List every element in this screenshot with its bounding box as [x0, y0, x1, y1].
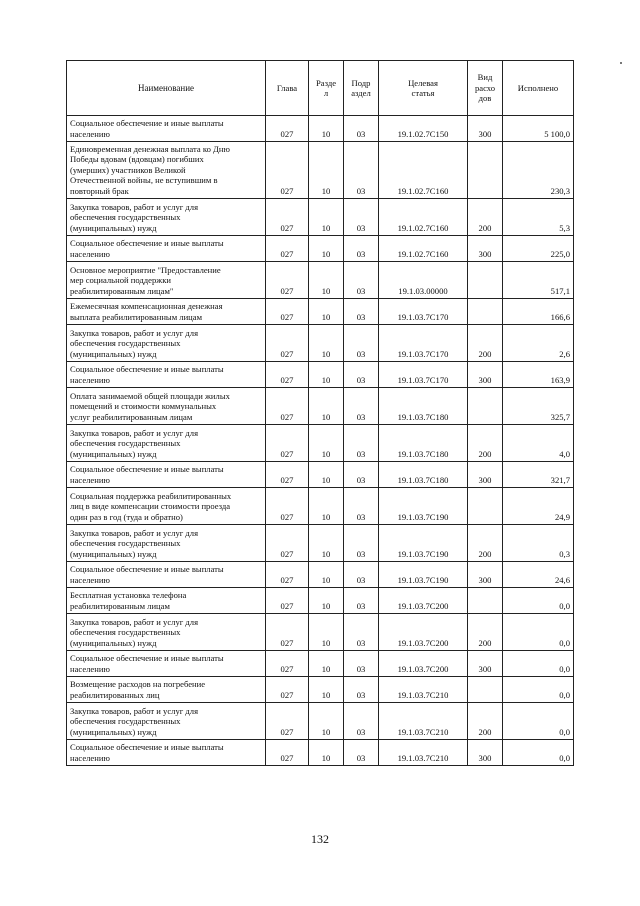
row-subsection-cell: 03 — [344, 488, 379, 525]
row-chapter-cell: 027 — [266, 614, 309, 651]
row-subsection-cell: 03 — [344, 142, 379, 199]
row-target-cell: 19.1.03.7С210 — [379, 740, 468, 766]
row-amount-cell: 0,0 — [503, 677, 574, 703]
table-row — [67, 388, 574, 425]
row-expense-type-cell — [468, 142, 503, 199]
row-subsection-cell: 03 — [344, 116, 379, 142]
row-expense-type-cell: 300 — [468, 562, 503, 588]
table-row — [67, 199, 574, 236]
table-body — [67, 116, 574, 766]
row-target-cell: 19.1.03.7С200 — [379, 614, 468, 651]
row-target-cell: 19.1.03.7С210 — [379, 703, 468, 740]
row-target-cell: 19.1.03.7С200 — [379, 651, 468, 677]
row-target-cell: 19.1.02.7С160 — [379, 199, 468, 236]
row-chapter-cell: 027 — [266, 525, 309, 562]
row-expense-type-cell — [468, 262, 503, 299]
row-section-cell: 10 — [309, 142, 344, 199]
row-section-cell: 10 — [309, 388, 344, 425]
header-name: Наименование — [67, 61, 266, 116]
row-subsection-cell: 03 — [344, 362, 379, 388]
row-chapter-cell: 027 — [266, 236, 309, 262]
row-name-cell: Закупка товаров, работ и услуг для обеспечения государственных (муниципальных) нужд — [67, 425, 266, 462]
row-name-cell: Социальное обеспечение и иные выплаты населению — [67, 236, 266, 262]
row-amount-cell: 0,0 — [503, 614, 574, 651]
row-amount-cell: 230,3 — [503, 142, 574, 199]
row-name-cell: Закупка товаров, работ и услуг для обеспечения государственных (муниципальных) нужд — [67, 614, 266, 651]
row-subsection-cell: 03 — [344, 425, 379, 462]
row-subsection-cell: 03 — [344, 325, 379, 362]
table-row — [67, 362, 574, 388]
row-section-cell: 10 — [309, 703, 344, 740]
row-chapter-cell: 027 — [266, 425, 309, 462]
row-section-cell: 10 — [309, 614, 344, 651]
row-expense-type-cell: 300 — [468, 116, 503, 142]
row-expense-type-cell — [468, 588, 503, 614]
row-target-cell: 19.1.02.7С160 — [379, 142, 468, 199]
budget-execution-table — [66, 60, 574, 766]
row-expense-type-cell — [468, 677, 503, 703]
row-subsection-cell: 03 — [344, 703, 379, 740]
row-name-cell: Закупка товаров, работ и услуг для обеспечения государственных (муниципальных) нужд — [67, 703, 266, 740]
row-section-cell: 10 — [309, 236, 344, 262]
row-subsection-cell: 03 — [344, 262, 379, 299]
row-subsection-cell: 03 — [344, 388, 379, 425]
row-name-cell: Социальное обеспечение и иные выплаты населению — [67, 651, 266, 677]
row-section-cell: 10 — [309, 299, 344, 325]
table-row — [67, 525, 574, 562]
table-row — [67, 588, 574, 614]
row-chapter-cell: 027 — [266, 588, 309, 614]
row-chapter-cell: 027 — [266, 740, 309, 766]
row-name-cell: Оплата занимаемой общей площади жилых помещений и стоимости коммунальных услуг реабилитированным лицам — [67, 388, 266, 425]
table-row — [67, 116, 574, 142]
row-name-cell: Закупка товаров, работ и услуг для обеспечения государственных (муниципальных) нужд — [67, 199, 266, 236]
row-section-cell: 10 — [309, 525, 344, 562]
row-target-cell: 19.1.03.7С180 — [379, 388, 468, 425]
table-header-row — [67, 61, 574, 116]
table-row — [67, 142, 574, 199]
row-chapter-cell: 027 — [266, 299, 309, 325]
row-target-cell: 19.1.02.7С160 — [379, 236, 468, 262]
row-name-cell: Социальное обеспечение и иные выплаты населению — [67, 116, 266, 142]
row-expense-type-cell: 200 — [468, 703, 503, 740]
row-chapter-cell: 027 — [266, 677, 309, 703]
row-name-cell: Возмещение расходов на погребение реабилитированных лиц — [67, 677, 266, 703]
table-row — [67, 651, 574, 677]
row-section-cell: 10 — [309, 425, 344, 462]
row-name-cell: Социальное обеспечение и иные выплаты населению — [67, 740, 266, 766]
row-expense-type-cell: 200 — [468, 425, 503, 462]
row-name-cell: Единовременная денежная выплата ко Дню Победы вдовам (вдовцам) погибших (умерших) участников Великой Отечественной войны, не вступившим в повторный брак — [67, 142, 266, 199]
row-subsection-cell: 03 — [344, 199, 379, 236]
row-name-cell: Социальная поддержка реабилитированных лиц в виде компенсации стоимости проезда один раз в год (туда и обратно) — [67, 488, 266, 525]
row-chapter-cell: 027 — [266, 562, 309, 588]
row-expense-type-cell: 300 — [468, 740, 503, 766]
row-expense-type-cell: 200 — [468, 199, 503, 236]
table-row — [67, 299, 574, 325]
row-amount-cell: 163,9 — [503, 362, 574, 388]
row-chapter-cell: 027 — [266, 362, 309, 388]
page-number: 132 — [311, 832, 329, 846]
table-row — [67, 325, 574, 362]
scan-speck — [620, 62, 622, 64]
row-chapter-cell: 027 — [266, 488, 309, 525]
table-row — [67, 236, 574, 262]
row-amount-cell: 321,7 — [503, 462, 574, 488]
row-amount-cell: 0,0 — [503, 740, 574, 766]
row-section-cell: 10 — [309, 651, 344, 677]
row-subsection-cell: 03 — [344, 562, 379, 588]
row-amount-cell: 0,0 — [503, 703, 574, 740]
row-target-cell: 19.1.02.7С150 — [379, 116, 468, 142]
row-subsection-cell: 03 — [344, 677, 379, 703]
row-name-cell: Социальное обеспечение и иные выплаты населению — [67, 362, 266, 388]
table-row — [67, 562, 574, 588]
row-amount-cell: 166,6 — [503, 299, 574, 325]
row-chapter-cell: 027 — [266, 388, 309, 425]
row-expense-type-cell — [468, 388, 503, 425]
row-subsection-cell: 03 — [344, 614, 379, 651]
row-amount-cell: 5 100,0 — [503, 116, 574, 142]
row-expense-type-cell: 300 — [468, 236, 503, 262]
row-name-cell: Закупка товаров, работ и услуг для обеспечения государственных (муниципальных) нужд — [67, 525, 266, 562]
header-subsection: Подр аздел — [344, 61, 379, 116]
table-row — [67, 677, 574, 703]
row-target-cell: 19.1.03.7С180 — [379, 425, 468, 462]
table-row — [67, 425, 574, 462]
row-section-cell: 10 — [309, 588, 344, 614]
row-amount-cell: 24,6 — [503, 562, 574, 588]
row-amount-cell: 225,0 — [503, 236, 574, 262]
table-row — [67, 462, 574, 488]
row-name-cell: Социальное обеспечение и иные выплаты населению — [67, 562, 266, 588]
row-chapter-cell: 027 — [266, 116, 309, 142]
row-amount-cell: 24,9 — [503, 488, 574, 525]
header-expense-type: Вид расхо дов — [468, 61, 503, 116]
row-chapter-cell: 027 — [266, 199, 309, 236]
row-chapter-cell: 027 — [266, 462, 309, 488]
row-section-cell: 10 — [309, 262, 344, 299]
table-row — [67, 614, 574, 651]
row-section-cell: 10 — [309, 116, 344, 142]
row-expense-type-cell — [468, 488, 503, 525]
row-subsection-cell: 03 — [344, 588, 379, 614]
row-section-cell: 10 — [309, 362, 344, 388]
row-expense-type-cell: 300 — [468, 462, 503, 488]
row-chapter-cell: 027 — [266, 325, 309, 362]
row-expense-type-cell: 200 — [468, 614, 503, 651]
row-target-cell: 19.1.03.00000 — [379, 262, 468, 299]
row-section-cell: 10 — [309, 462, 344, 488]
table-row — [67, 740, 574, 766]
row-name-cell: Ежемесячная компенсационная денежная выплата реабилитированным лицам — [67, 299, 266, 325]
row-target-cell: 19.1.03.7С190 — [379, 488, 468, 525]
table-row — [67, 703, 574, 740]
row-subsection-cell: 03 — [344, 525, 379, 562]
row-amount-cell: 0,0 — [503, 651, 574, 677]
row-expense-type-cell: 200 — [468, 525, 503, 562]
row-target-cell: 19.1.03.7С200 — [379, 588, 468, 614]
header-target: Целевая статья — [379, 61, 468, 116]
row-expense-type-cell: 300 — [468, 362, 503, 388]
row-section-cell: 10 — [309, 488, 344, 525]
row-target-cell: 19.1.03.7С170 — [379, 362, 468, 388]
row-target-cell: 19.1.03.7С170 — [379, 299, 468, 325]
row-amount-cell: 0,3 — [503, 525, 574, 562]
row-name-cell: Бесплатная установка телефона реабилитированным лицам — [67, 588, 266, 614]
row-subsection-cell: 03 — [344, 236, 379, 262]
row-chapter-cell: 027 — [266, 651, 309, 677]
row-amount-cell: 325,7 — [503, 388, 574, 425]
table-row — [67, 488, 574, 525]
row-name-cell: Основное мероприятие "Предоставление мер социальной поддержки реабилитированным лицам" — [67, 262, 266, 299]
row-target-cell: 19.1.03.7С190 — [379, 525, 468, 562]
row-subsection-cell: 03 — [344, 651, 379, 677]
row-section-cell: 10 — [309, 562, 344, 588]
row-section-cell: 10 — [309, 740, 344, 766]
header-chapter: Глава — [266, 61, 309, 116]
row-expense-type-cell: 300 — [468, 651, 503, 677]
row-section-cell: 10 — [309, 199, 344, 236]
row-amount-cell: 517,1 — [503, 262, 574, 299]
row-chapter-cell: 027 — [266, 262, 309, 299]
row-subsection-cell: 03 — [344, 299, 379, 325]
row-amount-cell: 2,6 — [503, 325, 574, 362]
row-target-cell: 19.1.03.7С190 — [379, 562, 468, 588]
row-expense-type-cell: 200 — [468, 325, 503, 362]
header-section: Разде л — [309, 61, 344, 116]
row-subsection-cell: 03 — [344, 462, 379, 488]
header-executed: Исполнено — [503, 61, 574, 116]
row-chapter-cell: 027 — [266, 703, 309, 740]
row-target-cell: 19.1.03.7С180 — [379, 462, 468, 488]
row-section-cell: 10 — [309, 325, 344, 362]
row-subsection-cell: 03 — [344, 740, 379, 766]
row-name-cell: Закупка товаров, работ и услуг для обеспечения государственных (муниципальных) нужд — [67, 325, 266, 362]
row-target-cell: 19.1.03.7С210 — [379, 677, 468, 703]
row-amount-cell: 0,0 — [503, 588, 574, 614]
row-amount-cell: 5,3 — [503, 199, 574, 236]
row-section-cell: 10 — [309, 677, 344, 703]
row-expense-type-cell — [468, 299, 503, 325]
row-target-cell: 19.1.03.7С170 — [379, 325, 468, 362]
table-row — [67, 262, 574, 299]
row-chapter-cell: 027 — [266, 142, 309, 199]
row-name-cell: Социальное обеспечение и иные выплаты населению — [67, 462, 266, 488]
row-amount-cell: 4,0 — [503, 425, 574, 462]
